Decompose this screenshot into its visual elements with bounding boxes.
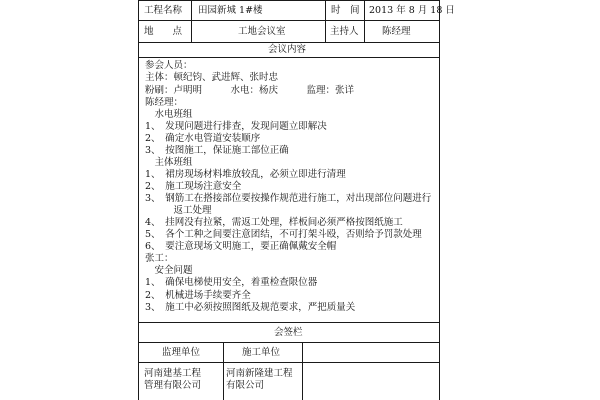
grid-line (191, 0, 192, 42)
grid-line (138, 20, 440, 21)
grid-line (325, 0, 326, 42)
border-left (138, 0, 139, 400)
signature-title: 会签栏 (274, 327, 303, 338)
content-line: 主体：顿纪钧、武进辉、张时忠 (145, 72, 279, 83)
host-value: 陈经理 (382, 26, 411, 37)
meeting-record-form (138, 0, 455, 400)
grid-line (138, 57, 440, 58)
content-line: 5、 各个工种之间要注意团结，不可打架斗殴，否则给予罚款处理 (145, 229, 422, 240)
grid-line (302, 342, 303, 400)
content-line: 3、 施工中必须按照图纸及规范要求，严把质量关 (145, 302, 356, 313)
content-line: 主体班组 (145, 157, 193, 168)
content-line: 1、 裙房现场材料堆放较乱，必须立即进行清理 (145, 169, 346, 180)
project-name-label: 工程名称 (144, 5, 183, 16)
content-line: 陈经理： (145, 97, 184, 108)
supervision-unit-header: 监理单位 (162, 347, 201, 358)
content-line: 3、 按图施工，保证施工部位正确 (145, 145, 289, 156)
content-line: 张工： (145, 253, 174, 264)
grid-line (223, 342, 224, 400)
construction-unit-name-1: 河南新隆建工程 (226, 368, 293, 379)
content-line: 水电班组 (145, 109, 193, 120)
project-name-value: 田园新城 1#楼 (198, 5, 263, 16)
place-value: 工地会议室 (238, 26, 286, 37)
grid-line (138, 342, 440, 343)
time-value: 2013 年 8 月 18 日 (369, 5, 455, 16)
content-line: 粉刷：卢明明 水电：杨庆 监理：张详 (145, 85, 355, 96)
content-line: 6、 要注意现场文明施工，要正确佩戴安全帽 (145, 241, 337, 252)
content-line: 1、 确保电梯使用安全，着重检查限位器 (145, 277, 318, 288)
construction-unit-header: 施工单位 (242, 347, 281, 358)
content-line: 2、 确定水电管道安装顺序 (145, 133, 261, 144)
grid-line (138, 42, 440, 43)
supervision-unit-name-1: 河南建基工程 (144, 368, 202, 379)
content-line: 4、 挂网没有拉紧，需返工处理，样板间必须严格按图纸施工 (145, 217, 403, 228)
grid-line (138, 322, 440, 323)
content-line: 2、 施工现场注意安全 (145, 181, 242, 192)
place-label: 地 点 (144, 26, 183, 37)
supervision-unit-name-2: 管理有限公司 (144, 380, 202, 391)
content-line: 参会人员： (145, 60, 193, 71)
content-title: 会议内容 (268, 44, 307, 55)
content-line: 安全问题 (145, 265, 193, 276)
grid-line (138, 362, 440, 363)
content-line: 1、 发现问题进行排查，发现问题立即解决 (145, 121, 327, 132)
content-line: 3、 钢筋工在搭接部位要按操作规范进行施工，对出现部位问题进行 (145, 193, 432, 204)
content-line: 返工处理 (145, 205, 212, 216)
host-label: 主持人 (330, 26, 359, 37)
grid-line (364, 0, 365, 42)
border-right (439, 0, 440, 400)
border-top (138, 0, 440, 1)
content-line: 2、 机械进场手续要齐全 (145, 290, 251, 301)
time-label: 时 间 (331, 5, 360, 16)
construction-unit-name-2: 有限公司 (226, 380, 265, 391)
